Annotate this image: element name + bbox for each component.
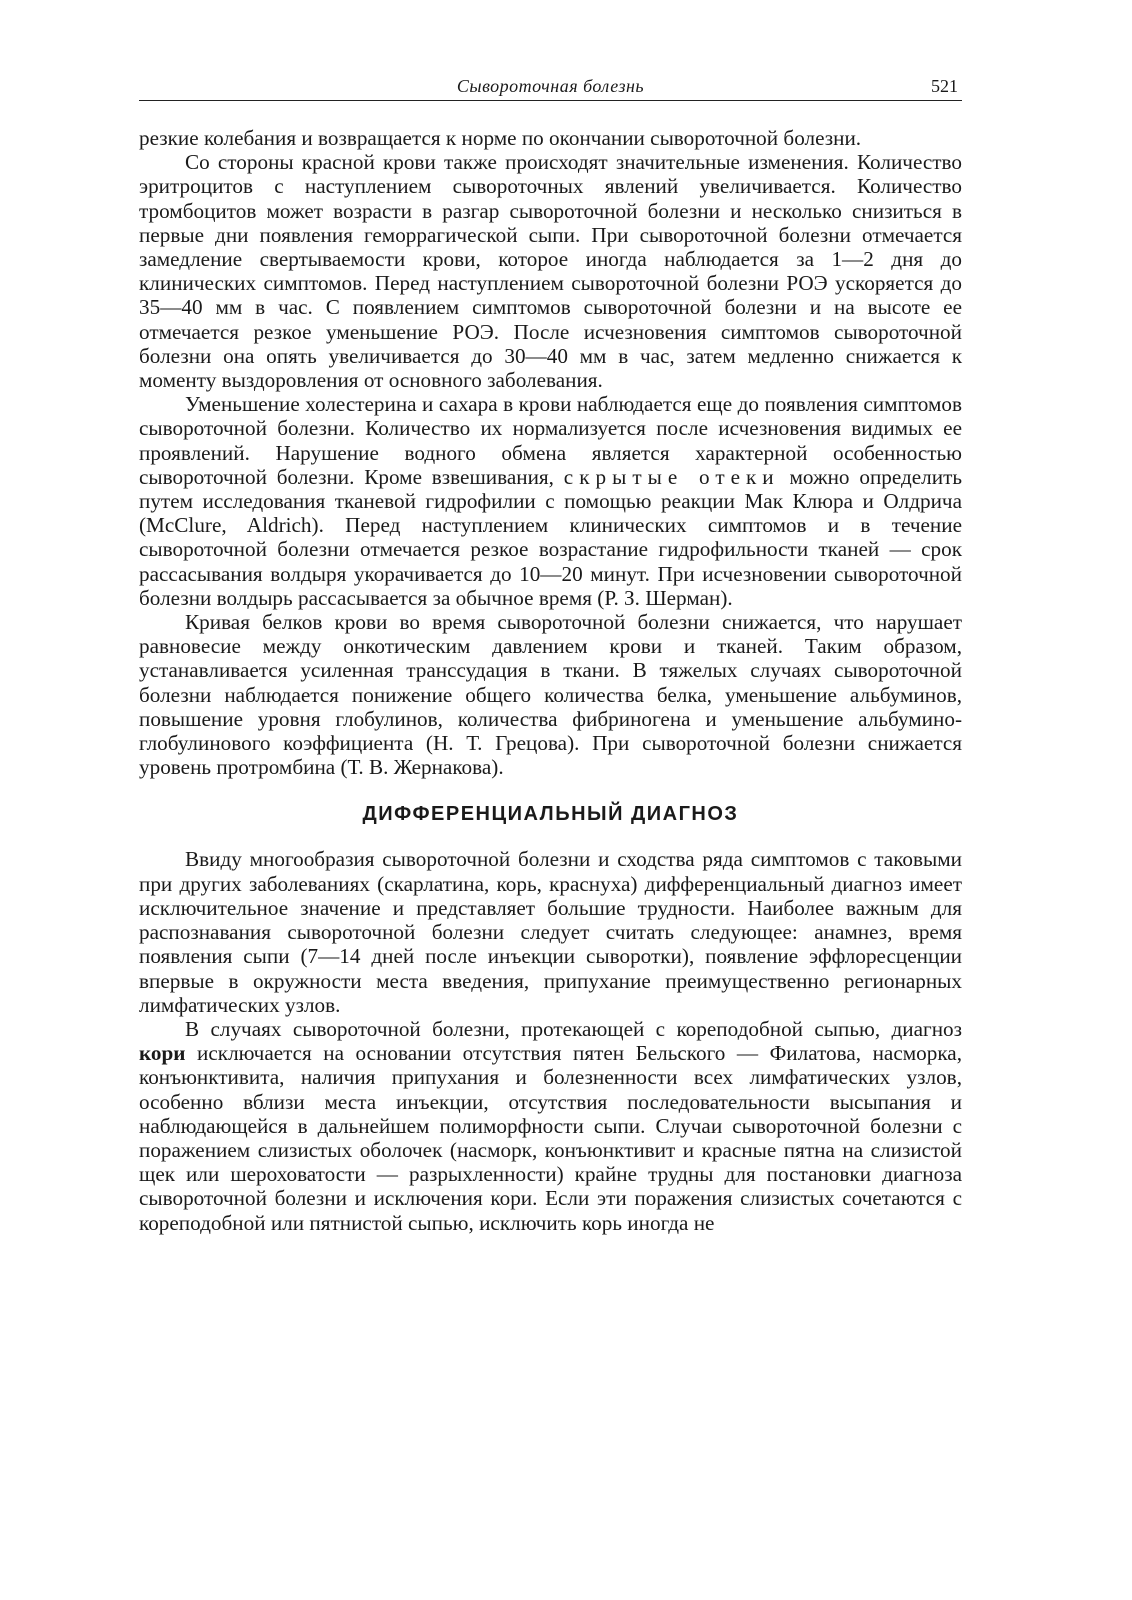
spaced-emphasis: скрытые отеки — [563, 464, 780, 489]
running-title: Сывороточная болезнь — [456, 76, 645, 96]
paragraph-text: Уменьшение холестерина и сахара в крови наблюдается еще до появления симптомов сывороточной болезни. Количество их нормализуется после исчезновения видимых ее проявлений. Нарушение водного обмена является характерной особенностью сывороточной болезни. Кроме взвешивания, — [139, 392, 962, 489]
section-heading: ДИФФЕРЕНЦИАЛЬНЫЙ ДИАГНОЗ — [362, 803, 739, 826]
bold-term: кори — [139, 1041, 186, 1066]
running-header — [139, 74, 962, 101]
document-page — [139, 74, 962, 1235]
paragraph-continuation: резкие колебания и возвращается к норме по окончании сывороточной болезни. — [139, 126, 862, 150]
paragraph-proteins: Кривая белков крови во время сывороточной болезни снижается, что нарушает равновесие между онкотическим давлением крови и тканей. Таким образом, устанавливается усиленная транссудация в ткани. В тяжелых случаях сывороточной болезни наблюдается понижение общего количества белка, уменьшение альбуминов, повышение уровня глобулинов, количества фибриногена и уменьшение альбумино-глобулинового коэффициента (Н. Т. Грецова). При сывороточной болезни снижается уровень протромбина (Т. В. Жернакова). — [139, 610, 962, 780]
paragraph-red-blood: Со стороны красной крови также происходят значительные изменения. Количество эритроцитов с наступлением сывороточных явлений увеличивается. Количество тромбоцитов может возрасти в разгар сывороточной болезни и несколько снизиться в первые дни появления геморрагической сыпи. При сывороточной болезни отмечается замедление свертываемости крови, которое иногда наблюдается за 1—2 дня до клинических симптомов. Перед наступлением сывороточной болезни РОЭ ускоряется до 35—40 мм в час. С появлением симптомов сывороточной болезни и на высоте ее отмечается резкое уменьшение РОЭ. После исчезновения симптомов сывороточной болезни она опять увеличивается до 30—40 мм в час, затем медленно снижается к моменту выздоровления от основного заболевания. — [139, 150, 962, 393]
paragraph-diagnosis-intro: Ввиду многообразия сывороточной болезни и сходства ряда симптомов с таковыми при других заболеваниях (скарлатина, корь, краснуха) дифференциальный диагноз имеет исключительное значение и представляет большие трудности. Наиболее важным для распознавания сывороточной болезни следует считать следующее: анамнез, время появления сыпи (7—14 дней после инъекции сыворотки), появление эффлоресценции впервые в окружности места введения, припухание преимущественно регионарных лимфатических узлов. — [139, 847, 962, 1017]
paragraph-measles — [139, 1017, 962, 1235]
paragraph-text: В случаях сывороточной болезни, протекающей с кореподобной сыпью, диагноз — [185, 1016, 962, 1041]
paragraph-text: исключается на основании отсутствия пятен Бельского — Филатова, насморка, конъюнктивита, наличия припухания и болезненности всех лимфатических узлов, особенно вблизи места инъекции, отсутствия последовательности высыпания и наблюдающейся в дальнейшем полиморфности сыпи. Случаи сывороточной болезни с поражением слизистых оболочек (насморк, конъюнктивит и красные пятна на слизистой щек или шероховатости — разрыхленности) крайне трудны для постановки диагноза сывороточной болезни и исключения кори. Если эти поражения слизистых сочетаются с кореподобной или пятнистой сыпью, исключить корь иногда не — [139, 1041, 962, 1235]
paragraph-cholesterol — [139, 392, 962, 610]
paragraph-text: можно определить путем исследования тканевой гидрофилии с помощью реакции Мак Клюра и Олдрича (McClure, Aldrich). Перед наступлением клинических симптомов и в течение сывороточной болезни отмечается резкое возрастание гидрофильности тканей — срок рассасывания волдыря укорачивается до 10—20 минут. При исчезновении сывороточной болезни волдырь рассасывается за обычное время (Р. З. Шерман). — [139, 464, 963, 610]
body-text — [139, 126, 962, 1235]
page-number: 521 — [931, 76, 958, 96]
